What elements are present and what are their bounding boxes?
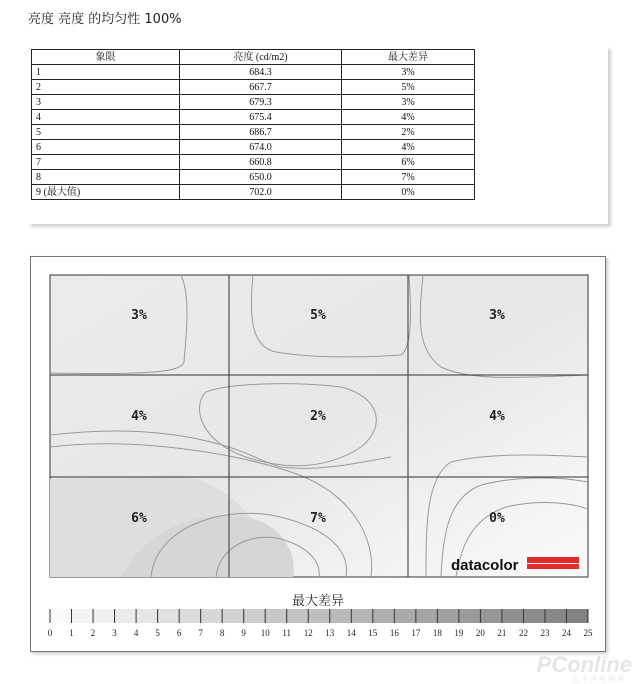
legend-swatch (115, 609, 137, 623)
legend-tick-label: 9 (241, 628, 246, 638)
legend-swatch (437, 609, 459, 623)
quadrant-label: 4% (489, 409, 505, 424)
legend-swatch (50, 609, 72, 623)
legend-swatch (480, 609, 502, 623)
legend-tick-label: 20 (475, 628, 485, 638)
legend-swatch (459, 609, 481, 623)
legend-swatch (330, 609, 352, 623)
legend-tick-label: 21 (497, 628, 507, 638)
cell-quadrant: 9 (最大值) (32, 185, 180, 200)
cell-quadrant: 6 (32, 140, 180, 155)
cell-max-diff: 3% (342, 65, 475, 80)
legend-swatch (72, 609, 94, 623)
cell-luminance: 684.3 (180, 65, 342, 80)
legend-tick-label: 13 (325, 628, 335, 638)
quadrant-label: 3% (131, 308, 147, 323)
cell-quadrant: 3 (32, 95, 180, 110)
cell-luminance: 650.0 (180, 170, 342, 185)
legend-swatch (179, 609, 201, 623)
table-row (32, 95, 475, 110)
table-row (32, 80, 475, 95)
cell-luminance: 660.8 (180, 155, 342, 170)
table-row (32, 140, 475, 155)
legend-swatch (373, 609, 395, 623)
cell-quadrant: 8 (32, 170, 180, 185)
cell-quadrant: 4 (32, 110, 180, 125)
legend-tick-label: 11 (282, 628, 292, 638)
cell-luminance: 667.7 (180, 80, 342, 95)
quadrant-label: 2% (310, 409, 326, 424)
legend-tick-label: 14 (346, 628, 356, 638)
legend-tick-label: 3 (112, 628, 117, 638)
table-row (32, 110, 475, 125)
watermark-subtitle: 太平洋电脑网 (572, 675, 626, 683)
legend-swatch (502, 609, 524, 623)
legend-tick-label: 2 (90, 628, 96, 638)
legend-swatch (308, 609, 330, 623)
legend-tick-label: 23 (540, 628, 550, 638)
header-quadrant: 象限 (32, 50, 180, 65)
legend-tick-label: 6 (176, 628, 182, 638)
table-header-row (32, 50, 475, 65)
legend-tick-label: 19 (454, 628, 464, 638)
header-luminance: 亮度 (cd/m2) (180, 50, 342, 65)
quadrant-label: 3% (489, 308, 505, 323)
legend-swatch (222, 609, 244, 623)
legend-swatch (416, 609, 438, 623)
legend-title: 最大差异 (291, 594, 344, 609)
quadrant-label: 7% (310, 511, 326, 526)
legend-swatch (136, 609, 158, 623)
legend-tick-label: 18 (432, 628, 442, 638)
legend-swatch (351, 609, 373, 623)
cell-max-diff: 4% (342, 140, 475, 155)
cell-max-diff: 7% (342, 170, 475, 185)
cell-luminance: 675.4 (180, 110, 342, 125)
legend-tick-label: 25 (583, 628, 593, 638)
legend-tick-label: 17 (411, 628, 421, 638)
legend-tick-label: 0 (47, 628, 53, 638)
legend-tick-label: 15 (368, 628, 378, 638)
legend-tick-label: 10 (260, 628, 270, 638)
table-row (32, 170, 475, 185)
cell-max-diff: 2% (342, 125, 475, 140)
table-row (32, 125, 475, 140)
legend-tick-label: 22 (518, 628, 528, 638)
legend-tick-label: 4 (133, 628, 139, 638)
legend-tick-label: 8 (219, 628, 225, 638)
datacolor-logo-bar-lower (527, 564, 579, 569)
datacolor-logo-bar (527, 557, 579, 563)
cell-luminance: 702.0 (180, 185, 342, 200)
page-title: 亮度 亮度 的均匀性 100% (28, 12, 182, 27)
table-row (32, 185, 475, 200)
table-row (32, 65, 475, 80)
legend-swatch (201, 609, 223, 623)
legend-swatch (265, 609, 287, 623)
legend-tick-label: 7 (198, 628, 203, 638)
cell-max-diff: 3% (342, 95, 475, 110)
quadrant-label: 6% (131, 511, 147, 526)
cell-quadrant: 7 (32, 155, 180, 170)
cell-max-diff: 0% (342, 185, 475, 200)
cell-max-diff: 5% (342, 80, 475, 95)
table-row (32, 155, 475, 170)
cell-luminance: 686.7 (180, 125, 342, 140)
quadrant-label: 0% (489, 511, 505, 526)
cell-max-diff: 6% (342, 155, 475, 170)
legend-scale (48, 609, 593, 638)
datacolor-logo-text: datacolor (451, 557, 519, 574)
legend-tick-label: 16 (389, 628, 399, 638)
legend-swatch (394, 609, 416, 623)
quadrant-label: 4% (131, 409, 147, 424)
legend-tick-label: 1 (69, 628, 74, 638)
cell-quadrant: 5 (32, 125, 180, 140)
legend-tick-label: 12 (303, 628, 313, 638)
legend-swatch (158, 609, 180, 623)
luminance-table (31, 49, 475, 200)
legend-swatch (244, 609, 266, 623)
legend-swatch (93, 609, 115, 623)
cell-luminance: 674.0 (180, 140, 342, 155)
legend-tick-label: 24 (561, 628, 571, 638)
watermark-logo: PConline (536, 652, 632, 677)
luminance-table-card (28, 46, 608, 224)
cell-luminance: 679.3 (180, 95, 342, 110)
cell-quadrant: 1 (32, 65, 180, 80)
legend-swatch (545, 609, 567, 623)
cell-quadrant: 2 (32, 80, 180, 95)
legend-swatch (523, 609, 545, 623)
legend-tick-label: 5 (155, 628, 160, 638)
legend-swatch (566, 609, 588, 623)
legend-swatch (287, 609, 309, 623)
header-max-diff: 最大差异 (342, 50, 475, 65)
quadrant-label: 5% (310, 308, 326, 323)
uniformity-chart-card (30, 256, 606, 652)
cell-max-diff: 4% (342, 110, 475, 125)
